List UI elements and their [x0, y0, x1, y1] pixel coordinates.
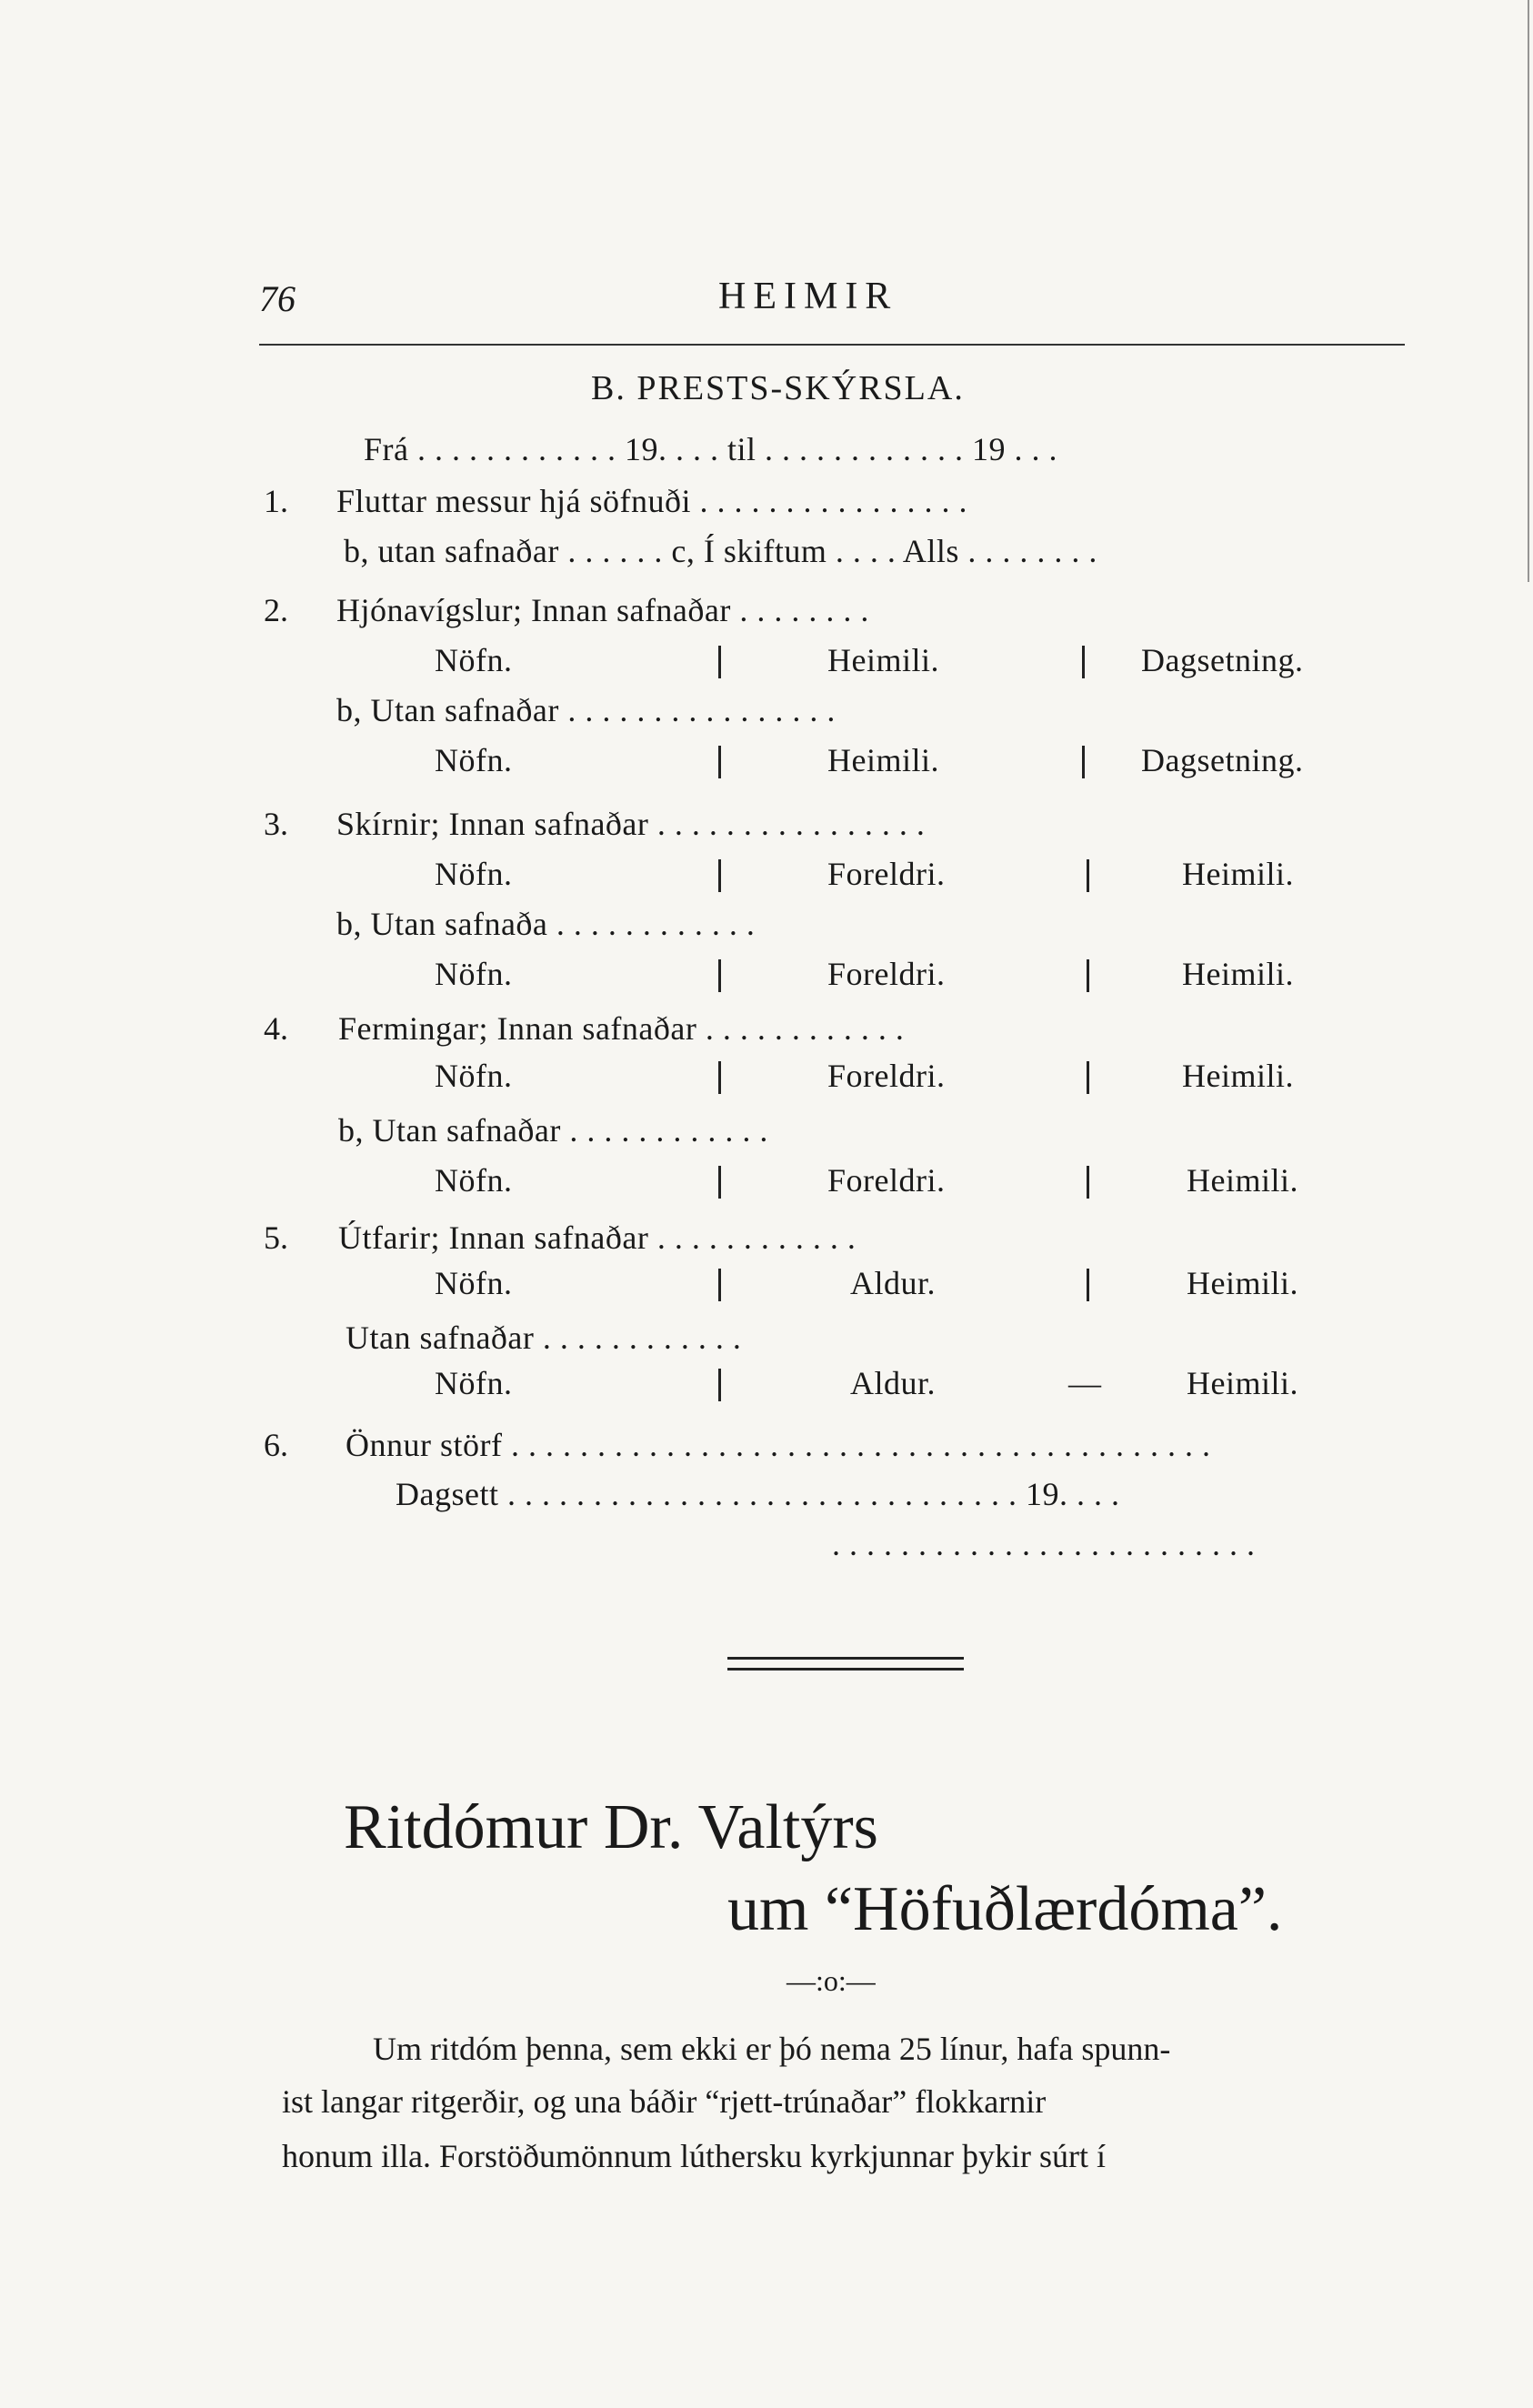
column-separator — [718, 1061, 721, 1094]
column-names: Nöfn. — [435, 1162, 513, 1199]
item-text: Fluttar messur hjá söfnuði . . . . . . . . . . . . . . . . — [336, 483, 967, 519]
column-parents: Foreldri. — [827, 856, 946, 892]
item-text: Fermingar; Innan safnaðar . . . . . . . . . . . . — [338, 1010, 905, 1047]
column-home: Heimili. — [1182, 956, 1294, 992]
item-text: b, Utan safnaðar . . . . . . . . . . . . . . . . — [336, 692, 836, 728]
item-number: 4. — [264, 1010, 288, 1047]
column-separator — [718, 646, 721, 678]
divider-rule — [727, 1668, 964, 1671]
item-number: 5. — [264, 1219, 288, 1256]
column-home: Heimili. — [1182, 856, 1294, 892]
item-text: b, Utan safnaðar . . . . . . . . . . . . — [338, 1112, 768, 1149]
column-names: Nöfn. — [435, 956, 513, 992]
column-date: Dagsetning. — [1141, 642, 1304, 678]
divider-rule — [727, 1657, 964, 1660]
column-names: Nöfn. — [435, 1265, 513, 1301]
column-age: Aldur. — [850, 1265, 937, 1301]
page-edge-line — [1528, 0, 1529, 582]
column-separator — [1087, 1061, 1089, 1094]
column-parents: Foreldri. — [827, 956, 946, 992]
column-home: Heimili. — [827, 742, 939, 778]
column-separator — [718, 1269, 721, 1301]
body-text-line: Um ritdóm þenna, sem ekki er þó nema 25 línur, hafa spunn- — [373, 2031, 1171, 2067]
header-rule — [259, 344, 1405, 346]
item-number: 6. — [264, 1427, 288, 1463]
column-parents: Foreldri. — [827, 1058, 946, 1094]
column-names: Nöfn. — [435, 742, 513, 778]
column-home: Heimili. — [1187, 1265, 1298, 1301]
column-dash: — — [1068, 1365, 1102, 1401]
item-text: b, utan safnaðar . . . . . . c, Í skiftum . . . . Alls . . . . . . . . — [344, 533, 1097, 569]
column-date: Dagsetning. — [1141, 742, 1304, 778]
article-separator: —:o:— — [787, 1964, 876, 1997]
column-home: Heimili. — [1182, 1058, 1294, 1094]
item-number: 3. — [264, 806, 288, 842]
page-number: 76 — [259, 278, 296, 319]
column-separator — [718, 959, 721, 992]
column-parents: Foreldri. — [827, 1162, 946, 1199]
item-text: Útfarir; Innan safnaðar . . . . . . . . . . . . — [338, 1219, 857, 1256]
item-text: Skírnir; Innan safnaðar . . . . . . . . . . . . . . . . — [336, 806, 926, 842]
column-separator — [718, 1369, 721, 1401]
column-age: Aldur. — [850, 1365, 937, 1401]
column-names: Nöfn. — [435, 856, 513, 892]
item-text: Hjónavígslur; Innan safnaðar . . . . . . . . — [336, 592, 869, 628]
column-home: Heimili. — [1187, 1162, 1298, 1199]
column-home: Heimili. — [1187, 1365, 1298, 1401]
item-text: b, Utan safnaða . . . . . . . . . . . . — [336, 906, 756, 942]
article-title-continued: um “Höfuðlærdóma”. — [727, 1874, 1283, 1944]
dated-line: Dagsett . . . . . . . . . . . . . . . . . . . . . . . . . . . . . . 19. . . . — [396, 1476, 1120, 1512]
item-text: Önnur störf . . . . . . . . . . . . . . . . . . . . . . . . . . . . . . . . . . . . . . . . . — [346, 1427, 1211, 1463]
column-names: Nöfn. — [435, 1365, 513, 1401]
running-head: HEIMIR — [718, 276, 898, 317]
signature-line: . . . . . . . . . . . . . . . . . . . . . . . . . — [832, 1526, 1256, 1562]
body-text-line: ist langar ritgerðir, og una báðir “rjett-trúnaðar” flokkarnir — [282, 2083, 1047, 2120]
column-separator — [1087, 1166, 1089, 1199]
column-separator — [1082, 646, 1085, 678]
item-number: 2. — [264, 592, 288, 628]
item-number: 1. — [264, 483, 288, 519]
body-text-line: honum illa. Forstöðumönnum lúthersku kyrkjunnar þykir súrt í — [282, 2138, 1106, 2174]
from-to-line: Frá . . . . . . . . . . . . 19. . . . til . . . . . . . . . . . . 19 . . . — [364, 431, 1057, 467]
column-names: Nöfn. — [435, 1058, 513, 1094]
column-separator — [1082, 746, 1085, 778]
column-separator — [1087, 859, 1089, 892]
column-separator — [718, 1166, 721, 1199]
column-names: Nöfn. — [435, 642, 513, 678]
column-home: Heimili. — [827, 642, 939, 678]
column-separator — [718, 746, 721, 778]
article-title: Ritdómur Dr. Valtýrs — [344, 1792, 878, 1862]
section-title: B. PRESTS-SKÝRSLA. — [591, 369, 965, 407]
column-separator — [1087, 959, 1089, 992]
item-text: Utan safnaðar . . . . . . . . . . . . — [346, 1319, 742, 1356]
column-separator — [718, 859, 721, 892]
column-separator — [1087, 1269, 1089, 1301]
